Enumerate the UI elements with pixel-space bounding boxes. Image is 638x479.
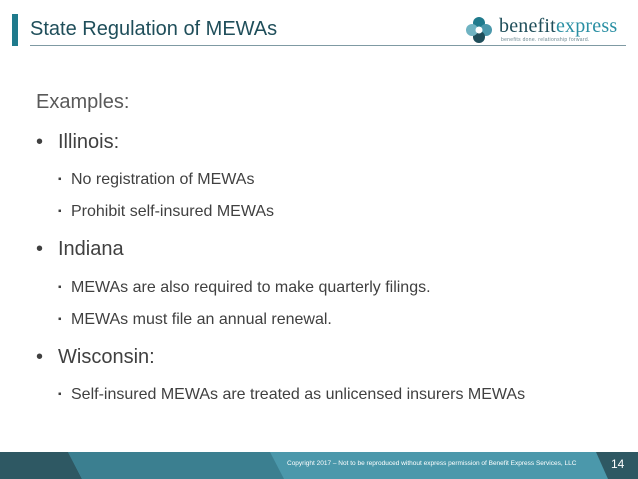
state-label: Indiana — [58, 238, 124, 260]
bullet: • — [36, 131, 44, 153]
sub-item — [58, 311, 332, 329]
title-accent-bar — [12, 14, 18, 46]
sub-bullet: ▪ — [58, 206, 62, 217]
sub-bullet: ▪ — [58, 389, 62, 400]
page-title: State Regulation of MEWAs — [30, 18, 278, 40]
page-number: 14 — [611, 457, 625, 471]
state-label: Illinois: — [58, 131, 120, 153]
state-label: Wisconsin: — [58, 346, 155, 368]
sub-item — [58, 386, 525, 404]
sub-item-text: Prohibit self-insured MEWAs — [71, 203, 275, 220]
state-item-illinois — [36, 131, 119, 154]
bullet: • — [36, 238, 44, 260]
copyright-notice: Copyright 2017 – Not to be reproduced without express permission of Benefit Express Services, LLC — [287, 460, 577, 467]
sub-bullet: ▪ — [58, 282, 62, 293]
sub-item-text: Self-insured MEWAs are treated as unlicensed insurers MEWAs — [71, 386, 526, 403]
benefitexpress-logo — [464, 14, 628, 46]
sub-item — [58, 279, 431, 297]
sub-item-text: MEWAs must file an annual renewal. — [71, 311, 332, 328]
sub-item — [58, 203, 274, 221]
logo-wordmark — [499, 15, 617, 38]
sub-bullet: ▪ — [58, 314, 62, 325]
sub-item-text: No registration of MEWAs — [71, 171, 255, 188]
sub-bullet: ▪ — [58, 174, 62, 185]
logo-tagline: benefits done. relationship forward. — [501, 37, 590, 43]
state-item-wisconsin — [36, 346, 155, 369]
pinwheel-logo-icon — [464, 15, 494, 45]
sub-item — [58, 171, 254, 189]
examples-heading: Examples: — [36, 91, 130, 113]
bullet: • — [36, 346, 44, 368]
logo-word-main: benefit — [499, 15, 556, 37]
sub-item-text: MEWAs are also required to make quarterly filings. — [71, 279, 431, 296]
state-item-indiana — [36, 238, 124, 261]
logo-word-accent: express — [555, 15, 618, 37]
